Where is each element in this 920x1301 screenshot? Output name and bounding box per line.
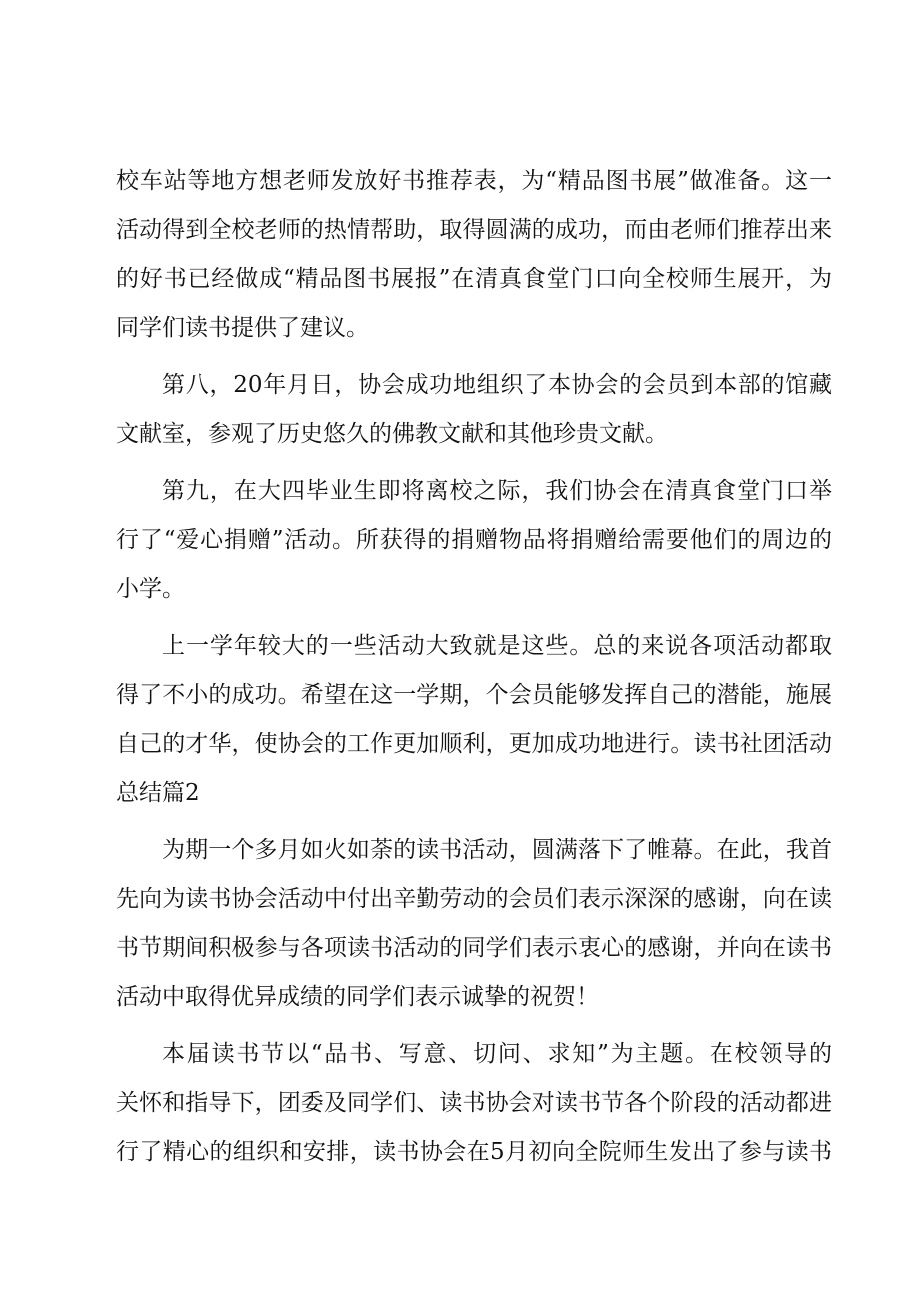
text-line: 为期一个多月如火如荼的读书活动，圆满落下了帷幕。在此，我首 bbox=[162, 837, 832, 863]
text-line: 总结篇2 bbox=[116, 780, 200, 806]
text-line: 上一学年较大的一些活动大致就是这些。总的来说各项活动都取 bbox=[162, 633, 832, 659]
text-line: 小学。 bbox=[116, 576, 185, 602]
text-line: 本届读书节以“品书、写意、切问、求知”为主题。在校领导的 bbox=[162, 1041, 832, 1067]
text-line: 校车站等地方想老师发放好书推荐表，为“精品图书展”做准备。这一 bbox=[116, 168, 832, 194]
text-line: 第八，20年月日，协会成功地组织了本协会的会员到本部的馆藏 bbox=[162, 372, 832, 398]
text-line: 文献室，参观了历史悠久的佛教文献和其他珍贵文献。 bbox=[116, 421, 668, 447]
text-line: 得了不小的成功。希望在这一学期，个会员能够发挥自己的潜能，施展 bbox=[116, 682, 832, 708]
text-line: 先向为读书协会活动中付出辛勤劳动的会员们表示深深的感谢，向在读 bbox=[116, 886, 832, 912]
document-body bbox=[116, 157, 832, 1177]
text-line: 第九，在大四毕业生即将离校之际，我们协会在清真食堂门口举 bbox=[162, 478, 832, 504]
text-line: 活动中取得优异成绩的同学们表示诚挚的祝贺！ bbox=[116, 984, 599, 1010]
text-line: 自己的才华，使协会的工作更加顺利，更加成功地进行。读书社团活动 bbox=[116, 731, 832, 757]
text-line: 书节期间积极参与各项读书活动的同学们表示衷心的感谢，并向在读书 bbox=[116, 935, 832, 961]
text-line: 的好书已经做成“精品图书展报”在清真食堂门口向全校师生展开，为 bbox=[116, 266, 832, 292]
text-line: 同学们读书提供了建议。 bbox=[116, 315, 369, 341]
text-line: 行了精心的组织和安排，读书协会在5月初向全院师生发出了参与读书 bbox=[116, 1139, 832, 1165]
text-line: 活动得到全校老师的热情帮助，取得圆满的成功，而由老师们推荐出来 bbox=[116, 217, 832, 243]
text-line: 关怀和指导下，团委及同学们、读书协会对读书节各个阶段的活动都进 bbox=[116, 1090, 832, 1116]
text-line: 行了“爱心捐赠”活动。所获得的捐赠物品将捐赠给需要他们的周边的 bbox=[116, 527, 832, 553]
